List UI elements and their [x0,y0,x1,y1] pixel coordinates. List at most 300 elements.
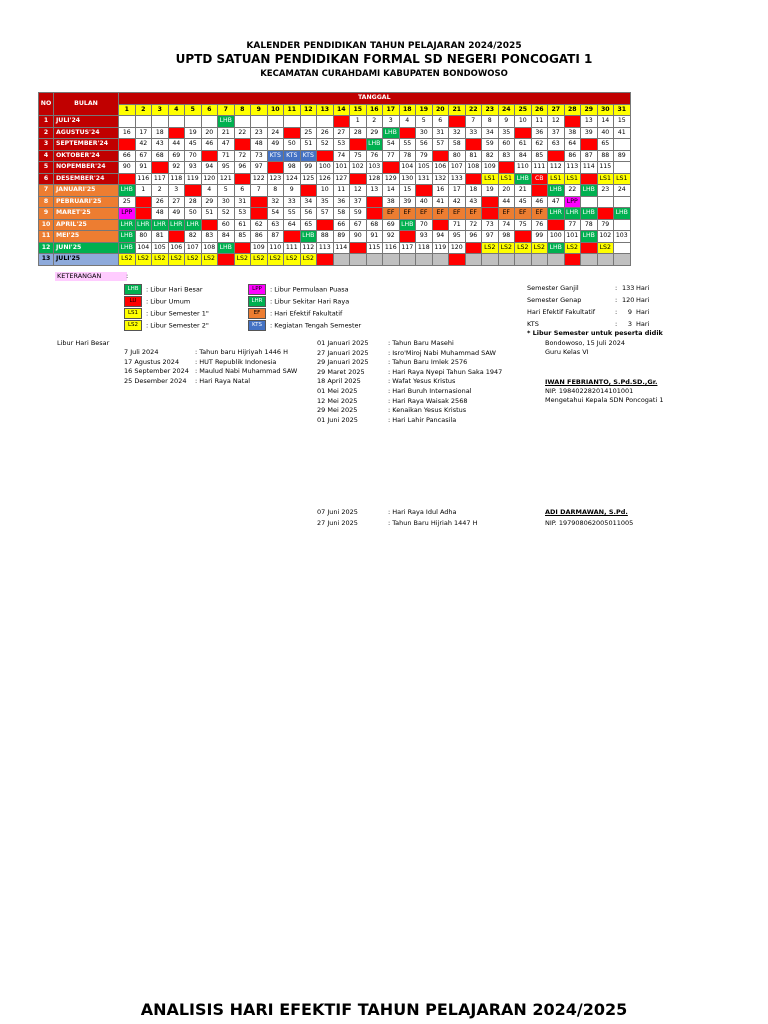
day-cell: LU [581,242,598,254]
header-bulan: BULAN [54,93,119,116]
legend-lhb-swatch: LHB [124,284,142,295]
holiday-date: 01 Januari 2025 [317,339,369,347]
day-cell: 24 [614,185,631,197]
day-cell: KTS [284,150,301,162]
day-cell: 26 [152,196,169,208]
day-cell: 105 [152,242,169,254]
month-number: 1 [39,116,54,128]
day-cell [350,254,367,266]
day-header: 25 [515,104,532,116]
holiday-date: 16 September 2024 [124,367,189,375]
day-cell: LU [135,208,152,220]
day-cell: 20 [498,185,515,197]
holiday-name: : Maulud Nabi Muhammad SAW [195,367,298,375]
title-line-2: UPTD SATUAN PENDIDIKAN FORMAL SD NEGERI PONCOGATI 1 [175,52,593,66]
summary-label-4: KTS [527,320,539,328]
holiday-name: : Tahun Baru Hijriah 1447 H [388,519,478,527]
day-cell: LU [465,242,482,254]
legend-lu-swatch: LU [124,296,142,307]
day-cell: LU [482,208,499,220]
day-cell: LU [234,173,251,185]
legend-ls1-swatch: LS1 [124,308,142,319]
summary-colon-4: : [615,320,618,328]
day-cell: EF [465,208,482,220]
day-cell: 115 [597,162,614,174]
day-cell [498,254,515,266]
day-cell [432,254,449,266]
day-cell: 111 [284,242,301,254]
day-cell: 103 [614,231,631,243]
day-cell: 94 [201,162,218,174]
day-cell: 21 [515,185,532,197]
holiday-date: 7 Juli 2024 [124,348,159,356]
day-header: 17 [383,104,400,116]
day-cell: LU [581,173,598,185]
day-cell: 29 [201,196,218,208]
header-no: NO [39,93,54,116]
month-name: JUNI'25 [54,242,119,254]
legend-lpp-swatch: LPP [248,284,266,295]
day-cell: 54 [267,208,284,220]
holiday-date: 29 Maret 2025 [317,367,365,376]
day-cell: LS2 [531,242,548,254]
day-cell: LU [300,185,317,197]
day-cell: 72 [234,150,251,162]
day-cell: LU [284,231,301,243]
day-cell: LU [152,162,169,174]
legend-lpp [248,284,349,295]
day-cell: LS1 [482,173,499,185]
day-cell: 7 [251,185,268,197]
day-cell: LHB [548,242,565,254]
day-cell: 17 [449,185,466,197]
legend-kts-swatch: KTS [248,320,266,331]
month-number: 8 [39,196,54,208]
day-cell: LU [218,254,235,266]
day-cell: 68 [366,219,383,231]
month-row [39,139,631,151]
day-cell: 37 [350,196,367,208]
day-cell: LHR [548,208,565,220]
day-cell: 25 [300,127,317,139]
day-cell: LS2 [185,254,202,266]
day-cell: LS2 [152,254,169,266]
holiday-name: : Tahun Baru Imlek 2576 [388,358,468,367]
day-cell [201,116,218,128]
day-cell [614,139,631,151]
holiday-date: 17 Agustus 2024 [124,357,180,366]
day-header: 28 [564,104,581,116]
day-cell: 106 [168,242,185,254]
summary-val-1: 133 [622,284,635,292]
holiday-name: : Hari Raya Nyepi Tahun Saka 1947 [388,367,503,376]
day-cell: 53 [234,208,251,220]
day-cell: 71 [449,219,466,231]
day-cell: 39 [581,127,598,139]
month-name: DESEMBER'24 [54,173,119,185]
title-line-1: KALENDER PENDIDIKAN TAHUN PELAJARAN 2024/2025 [246,41,522,51]
day-cell: 119 [185,173,202,185]
day-cell: 55 [284,208,301,220]
legend-lu [124,296,190,307]
day-cell: 81 [465,150,482,162]
day-cell: 103 [366,162,383,174]
day-cell: 113 [317,242,334,254]
day-cell: 115 [366,242,383,254]
day-header: 23 [482,104,499,116]
summary-label-3: Hari Efektif Fakultatif [527,308,596,316]
day-cell: 107 [449,162,466,174]
day-cell: 93 [185,162,202,174]
day-cell: LU [317,150,334,162]
legend-ls1 [124,308,209,319]
day-cell: 33 [465,127,482,139]
day-cell: 40 [416,196,433,208]
day-header: 9 [251,104,268,116]
month-row [39,173,631,185]
day-cell: 113 [564,162,581,174]
day-cell: 120 [201,173,218,185]
day-cell: 118 [168,173,185,185]
day-cell [614,242,631,254]
month-row [39,254,631,266]
month-name: JULI'25 [54,254,119,266]
day-cell: LU [350,242,367,254]
day-cell: 80 [449,150,466,162]
day-cell: 48 [251,139,268,151]
month-number: 5 [39,162,54,174]
day-cell: 125 [300,173,317,185]
day-cell [168,116,185,128]
holiday-name: : Hari Raya Idul Adha [388,508,457,516]
summary-label-1: Semester Ganjil [527,284,579,292]
day-cell: LS2 [201,254,218,266]
day-cell: LU [564,116,581,128]
month-number: 12 [39,242,54,254]
day-cell [135,116,152,128]
day-cell: 99 [300,162,317,174]
day-cell: 28 [185,196,202,208]
day-cell [597,254,614,266]
summary-colon-1: : [615,284,618,292]
day-cell: 24 [267,127,284,139]
day-cell [416,254,433,266]
day-cell: LU [366,208,383,220]
day-cell: 69 [383,219,400,231]
day-cell: 94 [432,231,449,243]
day-cell: 78 [399,150,416,162]
day-cell: LS2 [234,254,251,266]
day-cell: 15 [614,116,631,128]
holiday-name: : Tahun baru Hijriyah 1446 H [195,348,289,356]
day-cell: 70 [185,150,202,162]
day-cell [614,219,631,231]
signature-role-2: Mengetahui Kepala SDN Poncogati 1 [545,396,664,404]
day-cell: LHR [119,219,136,231]
day-cell: 95 [218,162,235,174]
day-cell: 22 [234,127,251,139]
month-row [39,196,631,208]
day-cell: 84 [515,150,532,162]
day-cell: 67 [350,219,367,231]
day-cell: EF [498,208,515,220]
day-cell: 1 [135,185,152,197]
day-cell: 117 [399,242,416,254]
day-cell: 105 [416,162,433,174]
day-cell: 11 [531,116,548,128]
day-cell: 98 [284,162,301,174]
day-cell: 15 [399,185,416,197]
day-cell: LHB [300,231,317,243]
day-header: 16 [366,104,383,116]
day-cell: 48 [152,208,169,220]
holiday-date: 01 Mei 2025 [317,387,358,395]
day-cell: LU [251,208,268,220]
month-row [39,162,631,174]
day-cell: 109 [482,162,499,174]
day-cell: EF [416,208,433,220]
day-cell: 38 [564,127,581,139]
day-cell: 83 [201,231,218,243]
day-cell: 10 [317,185,334,197]
holiday-name: : HUT Republik Indonesia [195,357,277,366]
day-cell: 110 [515,162,532,174]
signature-name-2: ADI DARMAWAN, S.Pd. [545,508,628,516]
day-cell: 38 [383,196,400,208]
day-cell: 67 [135,150,152,162]
day-cell: 102 [350,162,367,174]
month-row [39,185,631,197]
day-cell: 10 [515,116,532,128]
legend-lhr [248,296,349,307]
legend-lhb-text: : Libur Hari Besar [146,285,203,294]
day-cell: LHB [218,116,235,128]
day-cell: 14 [383,185,400,197]
day-cell: 119 [432,242,449,254]
day-cell: 16 [432,185,449,197]
day-cell: 74 [333,150,350,162]
day-cell: 1 [350,116,367,128]
day-cell: LHB [548,185,565,197]
day-cell: 132 [432,173,449,185]
day-cell: EF [515,208,532,220]
day-cell: 128 [366,173,383,185]
day-cell: KTS [267,150,284,162]
month-number: 9 [39,208,54,220]
month-name: MEI'25 [54,231,119,243]
month-number: 7 [39,185,54,197]
day-cell: 75 [515,219,532,231]
day-cell: 43 [152,139,169,151]
day-cell: 45 [515,196,532,208]
summary-val-4: 3 [627,320,632,328]
day-cell: 101 [564,231,581,243]
holiday-name: : Hari Buruh Internasional [388,387,472,395]
legend-lpp-text: : Libur Permulaan Puasa [270,285,349,294]
day-header: 3 [152,104,169,116]
day-cell [267,116,284,128]
day-cell: 41 [432,196,449,208]
day-cell: 104 [135,242,152,254]
day-header: 24 [498,104,515,116]
day-cell: LHB [399,219,416,231]
signature-place-date: Bondowoso, 15 Juli 2024 [545,339,626,347]
day-cell: 70 [416,219,433,231]
day-cell: 78 [581,219,598,231]
day-cell: 104 [399,162,416,174]
day-cell: 16 [119,127,136,139]
day-cell: 79 [597,219,614,231]
day-cell: 72 [465,219,482,231]
day-cell: 91 [366,231,383,243]
day-cell [185,116,202,128]
holiday-name: : Wafat Yesus Kristus [388,377,456,386]
day-cell: 60 [498,139,515,151]
legend-ls1-text: : Libur Semester 1" [146,309,209,318]
day-cell: 95 [449,231,466,243]
day-cell: LU [399,127,416,139]
day-cell: EF [449,208,466,220]
day-cell: LS1 [548,173,565,185]
day-cell: 121 [218,173,235,185]
day-cell [152,116,169,128]
month-number: 4 [39,150,54,162]
day-cell [614,254,631,266]
day-cell: 89 [333,231,350,243]
day-cell: 96 [465,231,482,243]
day-header: 2 [135,104,152,116]
day-cell: 91 [135,162,152,174]
day-cell: 117 [152,173,169,185]
day-cell: 100 [317,162,334,174]
day-cell: LHB [581,231,598,243]
legend-ef-swatch: EF [248,308,266,319]
day-cell [383,254,400,266]
holiday-date: 25 Desember 2024 [124,376,187,385]
day-cell: 85 [234,231,251,243]
day-cell: 97 [482,231,499,243]
day-cell: 42 [449,196,466,208]
day-cell: 66 [333,219,350,231]
day-cell: LU [515,231,532,243]
holidays-title: Libur Hari Besar [57,339,110,347]
day-header: 14 [333,104,350,116]
day-cell: 23 [597,185,614,197]
day-cell: 11 [333,185,350,197]
day-cell: LHB [366,139,383,151]
day-cell: 92 [383,231,400,243]
day-cell: LS2 [251,254,268,266]
day-cell: 57 [317,208,334,220]
day-cell: 22 [564,185,581,197]
day-cell: 21 [218,127,235,139]
day-cell: 27 [168,196,185,208]
holiday-date: 01 Juni 2025 [317,415,358,424]
day-cell: LHB [119,185,136,197]
legend-ef-text: : Hari Efektif Fakultatif [270,309,343,318]
day-cell: LU [465,139,482,151]
day-cell: LU [515,127,532,139]
day-cell: 12 [548,116,565,128]
day-cell: LU [350,139,367,151]
day-header: 10 [267,104,284,116]
holiday-name: : Isro'Miroj Nabi Muhammad SAW [388,348,496,357]
day-cell: LS1 [564,173,581,185]
day-cell: 133 [449,173,466,185]
day-cell: 59 [350,208,367,220]
day-cell: 31 [432,127,449,139]
day-cell: 88 [317,231,334,243]
header-tanggal: TANGGAL [119,93,631,105]
day-cell: 37 [548,127,565,139]
summary-colon-2: : [615,296,618,304]
day-cell [482,254,499,266]
month-name: NOPEMBER'24 [54,162,119,174]
day-cell: LS1 [498,173,515,185]
day-cell: LU [366,196,383,208]
day-cell: 35 [317,196,334,208]
day-cell: 62 [251,219,268,231]
day-header: 1 [119,104,136,116]
day-cell: 49 [168,208,185,220]
day-cell: EF [531,208,548,220]
day-header: 4 [168,104,185,116]
day-cell: LS1 [614,173,631,185]
day-cell: 27 [333,127,350,139]
legend-lhr-text: : Libur Sekitar Hari Raya [270,297,350,306]
holiday-date: 27 Januari 2025 [317,348,369,357]
day-cell: 34 [300,196,317,208]
legend-ls2-swatch: LS2 [124,320,142,331]
day-cell: 53 [333,139,350,151]
day-cell: LU [284,127,301,139]
day-cell: 31 [234,196,251,208]
day-cell: LPP [564,196,581,208]
day-cell: LU [350,173,367,185]
day-cell [548,254,565,266]
day-cell: 33 [284,196,301,208]
day-cell: 122 [251,173,268,185]
day-cell: 44 [498,196,515,208]
day-cell: 61 [515,139,532,151]
day-cell: LU [383,162,400,174]
day-cell: 114 [333,242,350,254]
day-cell: LU [333,116,350,128]
day-cell [597,196,614,208]
day-cell: LU [498,162,515,174]
calendar-table [38,92,631,266]
legend-ef [248,308,342,319]
day-cell: 101 [333,162,350,174]
day-cell: LHR [564,208,581,220]
day-cell: 97 [251,162,268,174]
day-cell: 62 [531,139,548,151]
day-cell: 59 [482,139,499,151]
summary-unit-3: Hari [636,308,650,316]
holiday-name: : Hari Raya Natal [195,376,251,385]
day-cell: LU [201,219,218,231]
day-cell: 30 [416,127,433,139]
day-cell: 46 [201,139,218,151]
day-cell: 112 [548,162,565,174]
day-cell: LU [317,219,334,231]
day-cell: 85 [531,150,548,162]
keterangan-colon: : [126,272,129,280]
day-cell: 45 [185,139,202,151]
legend-ls2 [124,320,209,331]
day-cell: LU [531,185,548,197]
day-cell [581,196,598,208]
